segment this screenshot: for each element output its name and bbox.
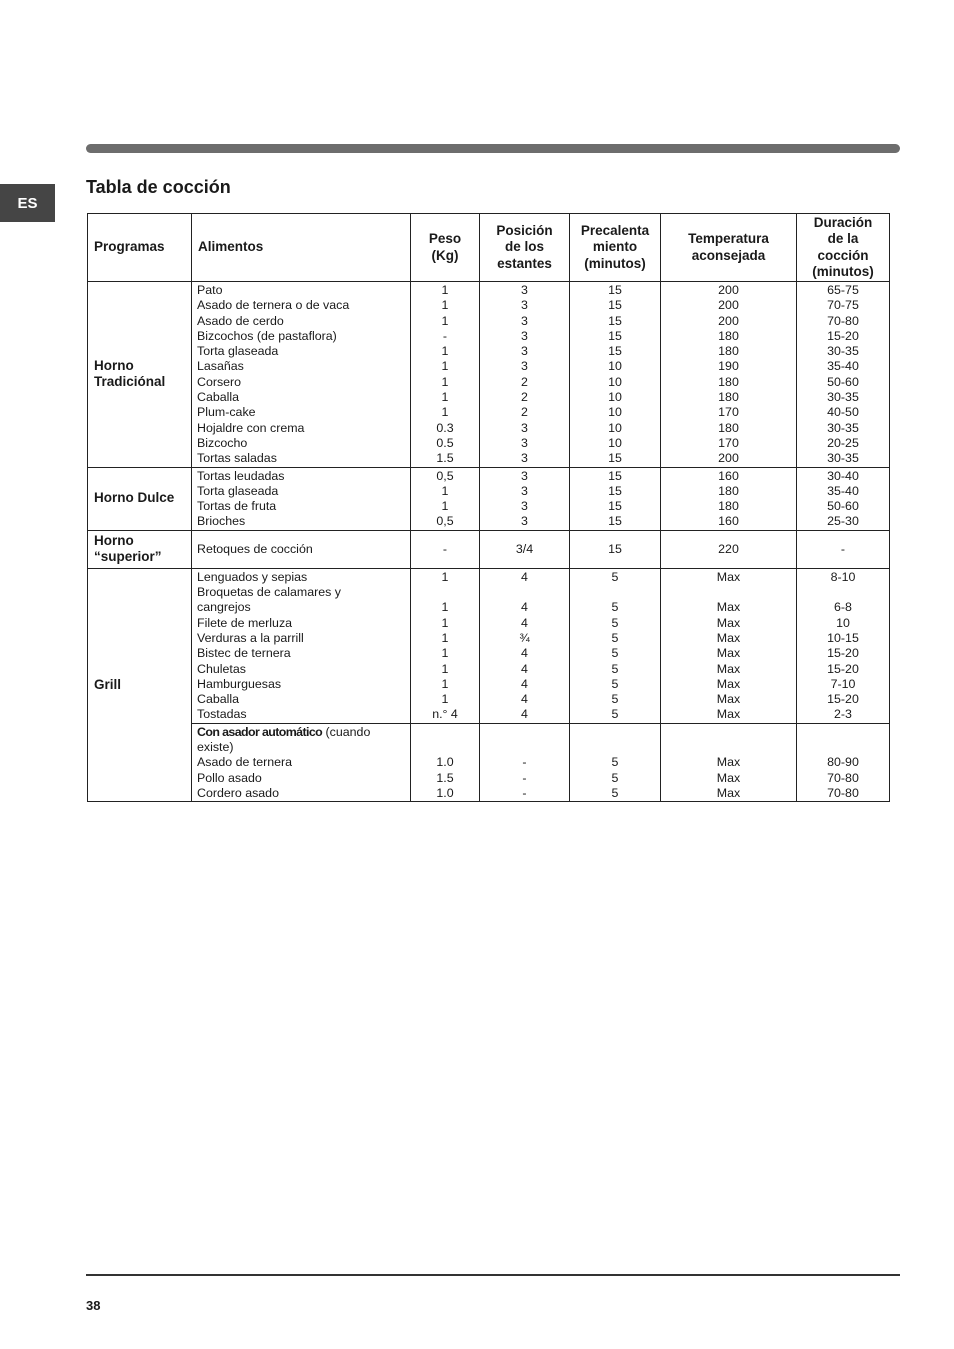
cell-line: 0,5 [436, 468, 454, 483]
cell-line: 180 [718, 374, 739, 389]
food-cell [192, 467, 411, 530]
cell-line: Bizcochos (de pastaflora) [197, 328, 337, 343]
header-line: miento [592, 239, 638, 255]
cell-line: 15 [608, 344, 622, 359]
peso-cell [411, 282, 480, 468]
cell-line: 1 [441, 569, 449, 584]
cell-line: 180 [718, 390, 739, 405]
cell-line: 25-30 [827, 514, 859, 529]
cell-line: Lasañas [197, 359, 244, 374]
cell-line: 1 [441, 499, 449, 514]
peso-cell [411, 723, 480, 801]
cell-line: 1 [441, 344, 449, 359]
cell-line: 15 [608, 283, 622, 297]
cell-line: 1 [441, 630, 449, 645]
cell-line: 3 [521, 313, 528, 328]
cell-line: 200 [718, 298, 739, 313]
cell-line: 5 [611, 661, 619, 676]
cell-line: 220 [718, 541, 739, 556]
cell-line: 5 [611, 785, 619, 800]
cell-line: - [522, 755, 527, 770]
cell-line: 5 [611, 770, 619, 785]
cell-line: 1 [441, 676, 449, 691]
header-line: (minutos) [584, 255, 646, 271]
cell-line: 180 [718, 499, 739, 514]
header-precalentamiento [570, 214, 661, 282]
precalentamiento-cell [570, 568, 661, 723]
food-cell [192, 723, 411, 801]
cell-line: Brioches [197, 514, 246, 529]
duracion-cell [797, 282, 890, 468]
cell-line: Torta glaseada [197, 344, 279, 359]
cell-line: Pato [197, 283, 223, 297]
cell-line: 5 [611, 569, 619, 584]
cell-line: Tortas saladas [197, 451, 277, 466]
cell-line: 50-60 [827, 374, 859, 389]
cell-line: 3/4 [515, 541, 534, 556]
cell-line: 3 [521, 298, 528, 313]
cell-line: 3 [521, 359, 528, 374]
posicion-cell [480, 282, 570, 468]
cell-line: ¾ [519, 630, 530, 645]
cell-line: 5 [611, 755, 619, 770]
cell-line: 65-75 [827, 283, 859, 297]
cell-line: 10 [608, 390, 622, 405]
header-line: cocción [817, 247, 869, 263]
cell-line: 180 [718, 483, 739, 498]
cell-line: Max [716, 646, 741, 661]
cell-line: 15 [608, 468, 622, 483]
header-line: Alimentos [198, 239, 264, 255]
header-line: aconsejada [691, 247, 766, 263]
program-cell [88, 568, 192, 801]
temperatura-cell [661, 467, 797, 530]
cell-line: 2-3 [834, 707, 852, 722]
peso-cell [411, 467, 480, 530]
food-cell [192, 282, 411, 468]
cell-line: 15-20 [827, 328, 859, 343]
cell-line [797, 585, 889, 600]
cell-line: 1 [441, 646, 449, 661]
cell-line: 15-20 [827, 692, 859, 707]
cell-line: 200 [718, 451, 739, 466]
sub-heading-rest: (cuando [322, 724, 371, 739]
cell-line: 1.0 [436, 755, 454, 770]
cell-line: Max [716, 569, 741, 584]
cell-line [411, 585, 479, 600]
header-line: Peso [428, 231, 462, 246]
posicion-cell [480, 530, 570, 568]
cell-line: 4 [521, 569, 528, 584]
cell-line: 180 [718, 344, 739, 359]
table-body [88, 282, 890, 802]
cell-line: 1 [441, 359, 449, 374]
cell-line: 1 [441, 298, 449, 313]
cell-line [570, 740, 660, 755]
cell-line: 180 [718, 420, 739, 435]
cell-line: Max [716, 661, 741, 676]
cell-line: 1 [441, 313, 449, 328]
cell-line: 3 [521, 435, 528, 450]
cell-line: 10-15 [827, 630, 859, 645]
posicion-cell [480, 568, 570, 723]
cell-line: 70-80 [827, 313, 859, 328]
cell-line: Pollo asado [197, 770, 262, 785]
header-programas [88, 214, 192, 282]
temperatura-cell [661, 530, 797, 568]
cell-line: 1.0 [436, 785, 454, 800]
cell-line: 10 [608, 435, 622, 450]
cell-line: Max [716, 785, 741, 800]
cell-line: 15 [608, 313, 622, 328]
cell-line: Tostadas [197, 707, 247, 722]
cell-line: 15 [608, 541, 622, 556]
cell-line: Caballa [197, 390, 240, 405]
cell-line: Tortas leudadas [197, 468, 285, 483]
posicion-cell [480, 467, 570, 530]
table-row [88, 530, 890, 568]
cell-line: 1 [441, 390, 449, 405]
page-title: Tabla de cocción [86, 177, 231, 197]
cell-line: 15 [608, 483, 622, 498]
cell-line: - [442, 328, 448, 343]
cell-line: Hojaldre con crema [197, 420, 305, 435]
temperatura-cell [661, 723, 797, 801]
cell-line: 4 [521, 676, 528, 691]
cell-line: 2 [521, 390, 528, 405]
cell-line: 4 [521, 707, 528, 722]
cell-line: 30-35 [827, 420, 859, 435]
cell-line: cangrejos [197, 600, 251, 615]
cell-line: 3 [521, 420, 528, 435]
cell-line: 1 [441, 615, 449, 630]
program-cell [88, 282, 192, 468]
header-line: estantes [497, 255, 552, 271]
table-row-sub [88, 723, 890, 801]
cell-line: 6-8 [834, 600, 852, 615]
cell-line: 4 [521, 661, 528, 676]
cell-line [570, 725, 660, 740]
cell-line: Plum-cake [197, 405, 256, 420]
cell-line: Verduras a la parrill [197, 630, 304, 645]
cell-line: n.° 4 [432, 707, 458, 722]
cooking-table [87, 213, 890, 802]
cell-line: 50-60 [827, 499, 859, 514]
cell-line: 5 [611, 692, 619, 707]
cell-line: 180 [718, 328, 739, 343]
peso-cell [411, 568, 480, 723]
cell-line: 2 [521, 405, 528, 420]
header-line: (minutos) [812, 264, 874, 279]
cell-line: 80-90 [827, 755, 859, 770]
duracion-cell [797, 723, 890, 801]
cell-line: Max [716, 676, 741, 691]
cell-line: Lenguados y sepias [197, 569, 308, 584]
cell-line: Bistec de ternera [197, 646, 291, 661]
cell-line [797, 725, 889, 740]
header-alimentos [192, 214, 411, 282]
cell-line: - [442, 541, 448, 556]
cell-line: 5 [611, 615, 619, 630]
cell-line: 10 [608, 359, 622, 374]
cell-line: 3 [521, 468, 528, 483]
cell-line: 1.5 [436, 770, 454, 785]
cell-line: Max [716, 692, 741, 707]
program-name-line: “superior” [94, 549, 162, 565]
cell-line [411, 740, 479, 755]
cell-line: 3 [521, 328, 528, 343]
cell-line: 160 [718, 514, 739, 529]
precalentamiento-cell [570, 723, 661, 801]
program-name-line: Tradiciónal [94, 374, 166, 390]
cell-line: 3 [521, 344, 528, 359]
temperatura-cell [661, 568, 797, 723]
cell-line: - [840, 541, 846, 556]
cell-line: Hamburguesas [197, 676, 282, 691]
cell-line: 3 [521, 499, 528, 514]
program-cell [88, 530, 192, 568]
cell-line: 5 [611, 646, 619, 661]
cell-line: 15 [608, 499, 622, 514]
cell-line: Cordero asado [197, 785, 279, 800]
cell-line: 170 [718, 405, 739, 420]
cell-line: 1 [441, 405, 449, 420]
header-line: de la [827, 231, 859, 246]
page-number: 38 [86, 1298, 101, 1313]
cell-line: - [522, 770, 527, 785]
header-peso [411, 214, 480, 282]
cell-line: 15-20 [827, 661, 859, 676]
cell-line: existe) [197, 740, 234, 755]
program-cell [88, 467, 192, 530]
cell-line [661, 740, 796, 755]
cell-line [661, 725, 796, 740]
duracion-cell [797, 530, 890, 568]
table-row [88, 568, 890, 723]
cell-line: 3 [521, 283, 528, 297]
cell-line: 35-40 [827, 359, 859, 374]
precalentamiento-cell [570, 467, 661, 530]
cell-line: 5 [611, 707, 619, 722]
cell-line: Max [716, 707, 741, 722]
cell-line: 20-25 [827, 435, 859, 450]
precalentamiento-cell [570, 530, 661, 568]
cell-line: 0,5 [436, 514, 454, 529]
cell-line: 200 [718, 313, 739, 328]
cell-line: 70-80 [827, 785, 859, 800]
cell-line: - [522, 785, 527, 800]
cell-line: 30-35 [827, 451, 859, 466]
cell-line: 15 [608, 451, 622, 466]
cell-line: Retoques de cocción [197, 541, 313, 556]
cell-line: 160 [718, 468, 739, 483]
cell-line: 5 [611, 676, 619, 691]
program-name-line: Grill [94, 676, 122, 692]
cell-line: Chuletas [197, 661, 246, 676]
cell-line: 10 [608, 374, 622, 389]
cell-line: 0.5 [436, 435, 454, 450]
cell-line: 30-40 [827, 468, 859, 483]
cell-line: 4 [521, 600, 528, 615]
cell-line: 5 [611, 600, 619, 615]
table-row [88, 467, 890, 530]
cell-line: 10 [608, 420, 622, 435]
header-line: Programas [94, 239, 165, 255]
cell-line [661, 585, 796, 600]
cell-line: 7-10 [830, 676, 856, 691]
header-posicion [480, 214, 570, 282]
food-cell [192, 530, 411, 568]
cell-line: 4 [521, 615, 528, 630]
cell-line [480, 740, 569, 755]
top-divider-bar [86, 144, 900, 153]
program-name-line: Horno [94, 357, 134, 373]
cell-line: 15 [608, 298, 622, 313]
program-name-line: Horno [94, 532, 134, 548]
sub-heading [192, 725, 410, 740]
cell-line: 4 [521, 646, 528, 661]
cell-line: 1 [441, 374, 449, 389]
cell-line: 3 [521, 451, 528, 466]
cell-line: 1 [441, 600, 449, 615]
cell-line: 5 [611, 630, 619, 645]
precalentamiento-cell [570, 282, 661, 468]
cell-line: 1 [441, 661, 449, 676]
header-line: (Kg) [431, 247, 459, 263]
cell-line: 70-80 [827, 770, 859, 785]
cell-line: 8-10 [830, 569, 856, 584]
cell-line: Torta glaseada [197, 483, 279, 498]
cell-line: 3 [521, 483, 528, 498]
header-temperatura [661, 214, 797, 282]
header-duracion [797, 214, 890, 282]
cell-line: 15 [608, 514, 622, 529]
cell-line: Caballa [197, 692, 240, 707]
header-line: Temperatura [688, 231, 769, 246]
temperatura-cell [661, 282, 797, 468]
cell-line: 1 [441, 483, 449, 498]
cell-line: 40-50 [827, 405, 859, 420]
cell-line: 15 [608, 328, 622, 343]
cell-line: 30-35 [827, 390, 859, 405]
posicion-cell [480, 723, 570, 801]
cell-line [797, 740, 889, 755]
cell-line: 1 [441, 283, 449, 297]
cell-line: 2 [521, 374, 528, 389]
cell-line: 4 [521, 692, 528, 707]
cell-line: Max [716, 755, 741, 770]
header-line: Precalenta [580, 222, 650, 238]
cell-line: 3 [521, 514, 528, 529]
cell-line: Asado de ternera o de vaca [197, 298, 350, 313]
cell-line: Max [716, 600, 741, 615]
cell-line: 1 [441, 692, 449, 707]
cell-line: 200 [718, 283, 739, 297]
cell-line: 10 [608, 405, 622, 420]
cell-line: 1.5 [436, 451, 454, 466]
cell-line: Max [716, 770, 741, 785]
sub-heading-bold: Con asador automático [197, 724, 323, 739]
header-line: Posición [496, 222, 553, 238]
table-header-row [88, 214, 890, 282]
cell-line: 15-20 [827, 646, 859, 661]
cell-line: Tortas de fruta [197, 499, 277, 514]
cell-line [480, 585, 569, 600]
header-line: Duración [813, 214, 873, 230]
program-name-line: Horno Dulce [94, 490, 175, 506]
peso-cell [411, 530, 480, 568]
cell-line: 30-35 [827, 344, 859, 359]
header-line: de los [504, 239, 544, 255]
cell-line: Max [716, 630, 741, 645]
bottom-divider [86, 1274, 900, 1276]
cell-line: Asado de cerdo [197, 313, 284, 328]
language-tab: ES [0, 184, 55, 222]
duracion-cell [797, 568, 890, 723]
cell-line: 35-40 [827, 483, 859, 498]
cell-line: 0.3 [436, 420, 454, 435]
cell-line: 10 [836, 615, 850, 630]
cell-line: Max [716, 615, 741, 630]
table-row [88, 282, 890, 468]
cell-line [480, 725, 569, 740]
cell-line: Filete de merluza [197, 615, 293, 630]
duracion-cell [797, 467, 890, 530]
cell-line: 170 [718, 435, 739, 450]
cell-line: 190 [718, 359, 739, 374]
cell-line: 70-75 [827, 298, 859, 313]
cell-line: Broquetas de calamares y [197, 585, 341, 600]
cell-line: Asado de ternera [197, 755, 293, 770]
cell-line [411, 725, 479, 740]
cell-line: Bizcocho [197, 435, 248, 450]
cell-line: Corsero [197, 374, 242, 389]
cell-line [570, 585, 660, 600]
food-cell [192, 568, 411, 723]
